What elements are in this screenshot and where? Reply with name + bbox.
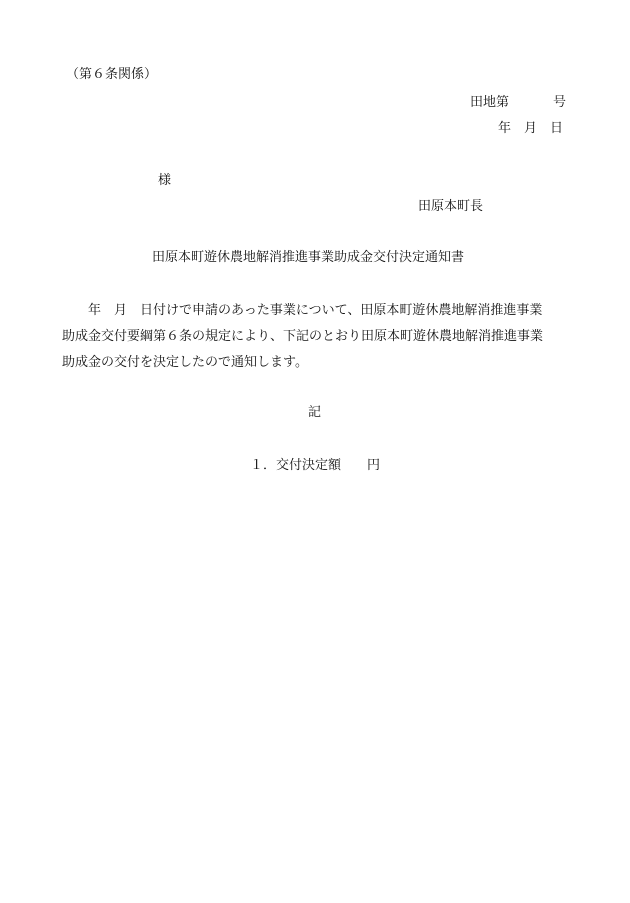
body-month: 月 [114,303,128,318]
issue-date-day: 日 [550,121,564,136]
issue-date [498,121,563,137]
body-line-1-text: 日付けで申請のあった事業について、田原本町遊休農地解消推進事業 [140,303,543,318]
document-number [470,95,566,111]
article-reference: （第６条関係） [66,67,158,82]
grant-amount-item [250,458,380,474]
grant-amount-label: １．交付決定額 [250,458,342,473]
ki-heading: 記 [308,405,322,420]
body-year: 年 [88,303,102,318]
grant-amount-unit: 円 [367,458,381,473]
document-number-prefix: 田地第 [470,95,510,110]
addressee: 様 [158,173,172,188]
document-title: 田原本町遊休農地解消推進事業助成金交付決定通知書 [152,250,465,265]
body-line-2: 助成金交付要綱第６条の規定により、下記のとおり田原本町遊休農地解消推進事業 [62,329,544,344]
sender: 田原本町長 [418,199,484,214]
issue-date-month: 月 [524,121,538,136]
body-line-1 [62,298,582,324]
body-line-3: 助成金の交付を決定したので通知します。 [62,355,308,370]
body-paragraph [62,298,582,376]
document-number-suffix: 号 [553,95,567,110]
issue-date-year: 年 [498,121,512,136]
